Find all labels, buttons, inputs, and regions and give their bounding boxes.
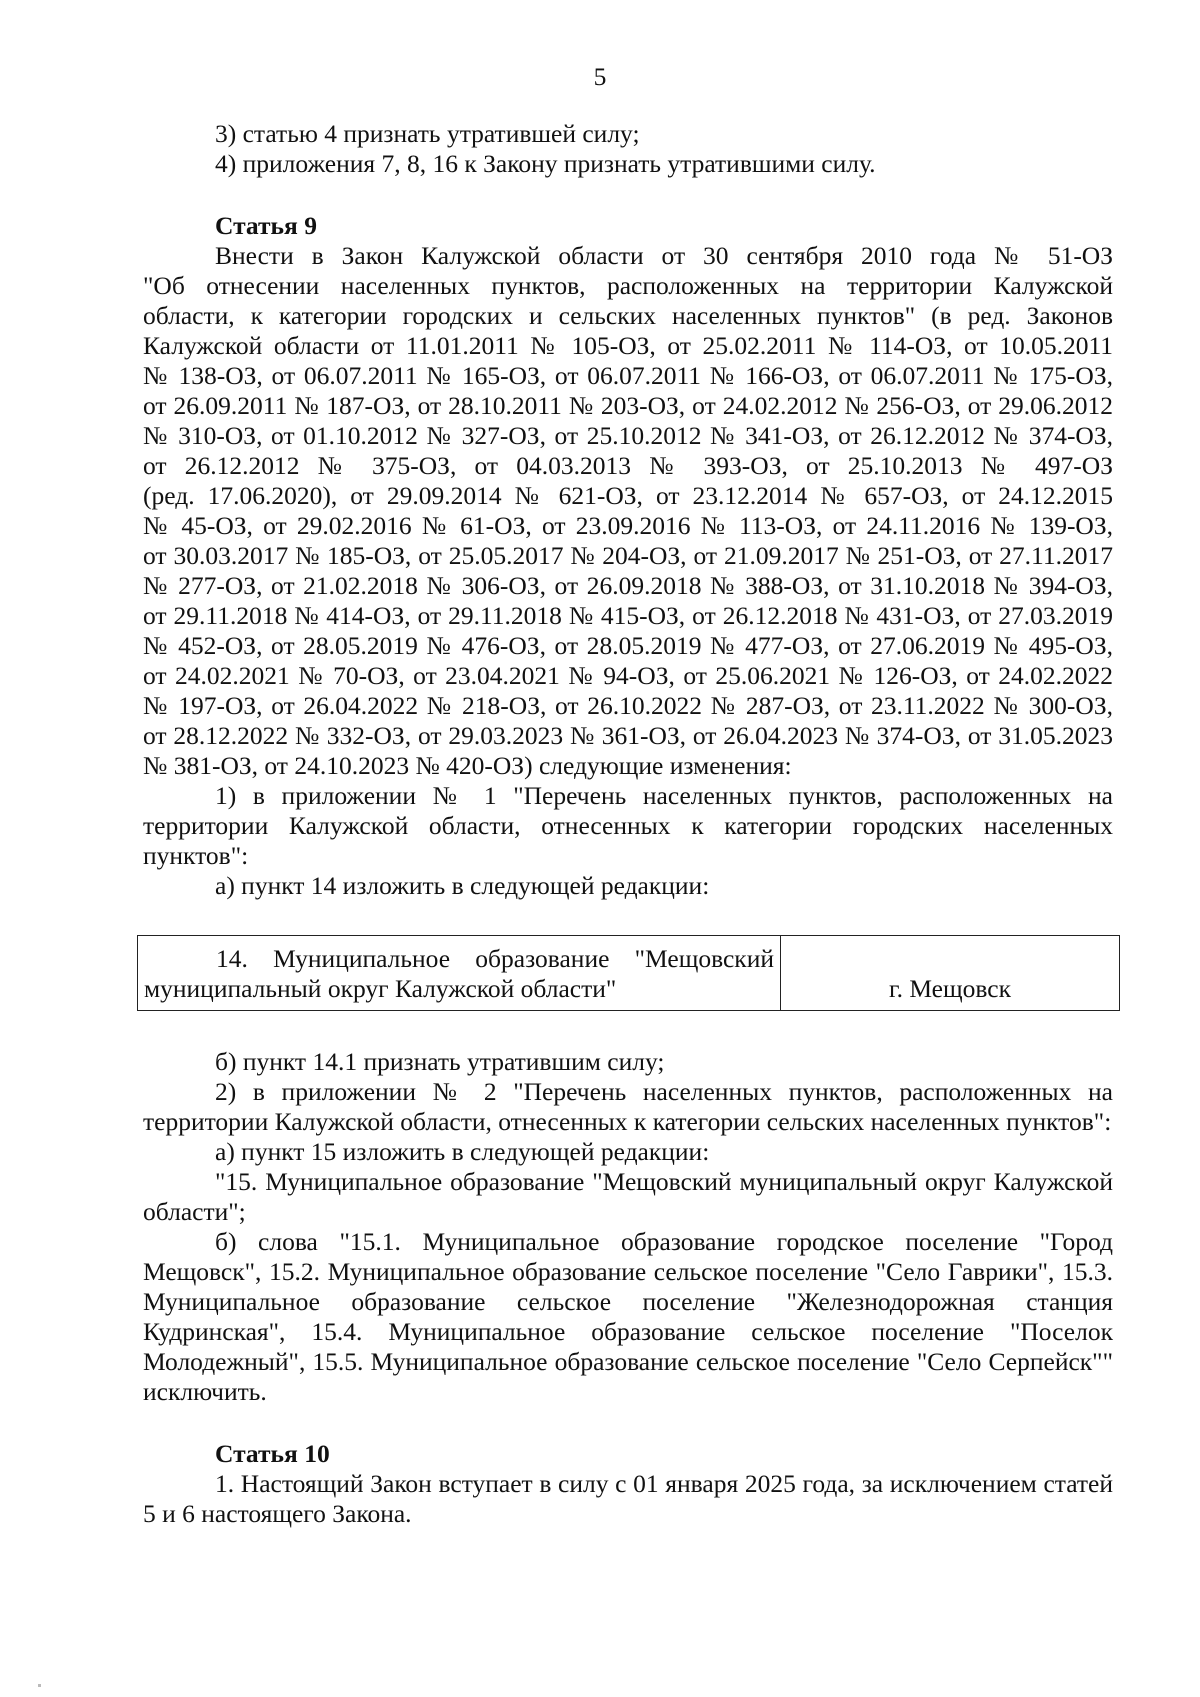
- sub-item-2: 2) в приложении № 2 "Перечень населенных пунктов, расположенных на территории Калужской области, отнесенных к категории сельских населенных пунктов":: [143, 1077, 1113, 1136]
- sub-item-1a: а) пункт 14 изложить в следующей редакции:: [215, 871, 710, 900]
- article-10-text: 1. Настоящий Закон вступает в силу с 01 января 2025 года, за исключением статей 5 и 6 настоящего Закона.: [143, 1469, 1113, 1528]
- amendment-table: [137, 935, 1120, 1011]
- article-9-line: № 197-ОЗ, от 26.04.2022 № 218-ОЗ, от 26.10.2022 № 287-ОЗ, от 23.11.2022 № 300-ОЗ,: [143, 691, 1113, 720]
- article-10-heading: Статья 10: [215, 1439, 330, 1468]
- page-number: 5: [593, 62, 607, 91]
- document-body: [143, 119, 1113, 1529]
- table-cell-municipality: [138, 936, 781, 1011]
- article-9-line: № 45-ОЗ, от 29.02.2016 № 61-ОЗ, от 23.09.2016 № 113-ОЗ, от 24.11.2016 № 139-ОЗ,: [143, 511, 1113, 540]
- article-9-line: Калужской области от 11.01.2011 № 105-ОЗ, от 25.02.2011 № 114-ОЗ, от 10.05.2011: [143, 331, 1113, 360]
- table-cell-city: г. Мещовск: [781, 936, 1120, 1011]
- municipality-line-1: 14. Муниципальное образование "Мещовский: [216, 944, 774, 973]
- article-9-line: № 452-ОЗ, от 28.05.2019 № 476-ОЗ, от 28.05.2019 № 477-ОЗ, от 27.06.2019 № 495-ОЗ,: [143, 631, 1113, 660]
- article-9-line: № 310-ОЗ, от 01.10.2012 № 327-ОЗ, от 25.10.2012 № 341-ОЗ, от 26.12.2012 № 374-ОЗ,: [143, 421, 1113, 450]
- table-row: [138, 936, 1120, 1011]
- article-9-line: № 138-ОЗ, от 06.07.2011 № 165-ОЗ, от 06.07.2011 № 166-ОЗ, от 06.07.2011 № 175-ОЗ,: [143, 361, 1113, 390]
- item-3: 3) статью 4 признать утратившей силу;: [215, 119, 640, 148]
- municipality-line-2: муниципальный округ Калужской области": [144, 974, 617, 1003]
- sub-item-1b: б) пункт 14.1 признать утратившим силу;: [215, 1047, 665, 1076]
- article-9-line: № 381-ОЗ, от 24.10.2023 № 420-ОЗ) следующие изменения:: [143, 751, 792, 780]
- sub-item-2b: б) слова "15.1. Муниципальное образование городское поселение "Город Мещовск", 15.2. Муниципальное образование сельское поселение "Село Гаврики", 15.3. Муниципальное образование сельское поселение "Железнодорожная станция Кудринская", 15.4. Муниципальное образование сельское поселение "Поселок Молодежный", 15.5. Муниципальное образование сельское поселение "Село Серпейск"" исключить.: [143, 1227, 1113, 1406]
- article-9-line: № 277-ОЗ, от 21.02.2018 № 306-ОЗ, от 26.09.2018 № 388-ОЗ, от 31.10.2018 № 394-ОЗ,: [143, 571, 1113, 600]
- article-9-line: области, к категории городских и сельских населенных пунктов" (в ред. Законов: [143, 301, 1113, 330]
- article-9-line: от 29.11.2018 № 414-ОЗ, от 29.11.2018 № 415-ОЗ, от 26.12.2018 № 431-ОЗ, от 27.03.2019: [143, 601, 1113, 630]
- article-9-intro: [143, 241, 1113, 781]
- sub-item-1: 1) в приложении № 1 "Перечень населенных пунктов, расположенных на территории Калужской области, отнесенных к категории городских населенных пунктов":: [143, 781, 1113, 870]
- article-9-line: от 24.02.2021 № 70-ОЗ, от 23.04.2021 № 94-ОЗ, от 25.06.2021 № 126-ОЗ, от 24.02.2022: [143, 661, 1113, 690]
- sub-item-2a: а) пункт 15 изложить в следующей редакции:: [215, 1137, 710, 1166]
- article-9-line: Внести в Закон Калужской области от 30 сентября 2010 года № 51-ОЗ: [215, 241, 1113, 270]
- article-9-line: от 30.03.2017 № 185-ОЗ, от 25.05.2017 № 204-ОЗ, от 21.09.2017 № 251-ОЗ, от 27.11.2017: [143, 541, 1113, 570]
- article-9-heading: Статья 9: [215, 211, 317, 240]
- sub-item-2a-text: "15. Муниципальное образование "Мещовский муниципальный округ Калужской области";: [143, 1167, 1113, 1226]
- scan-speck: [38, 1684, 41, 1687]
- item-4: 4) приложения 7, 8, 16 к Закону признать утратившими силу.: [215, 149, 876, 178]
- article-9-line: от 26.12.2012 № 375-ОЗ, от 04.03.2013 № 393-ОЗ, от 25.10.2013 № 497-ОЗ: [143, 451, 1113, 480]
- article-9-line: от 26.09.2011 № 187-ОЗ, от 28.10.2011 № 203-ОЗ, от 24.02.2012 № 256-ОЗ, от 29.06.2012: [143, 391, 1113, 420]
- article-9-line: "Об отнесении населенных пунктов, расположенных на территории Калужской: [143, 271, 1113, 300]
- article-9-line: от 28.12.2022 № 332-ОЗ, от 29.03.2023 № 361-ОЗ, от 26.04.2023 № 374-ОЗ, от 31.05.2023: [143, 721, 1113, 750]
- article-9-line: (ред. 17.06.2020), от 29.09.2014 № 621-ОЗ, от 23.12.2014 № 657-ОЗ, от 24.12.2015: [143, 481, 1113, 510]
